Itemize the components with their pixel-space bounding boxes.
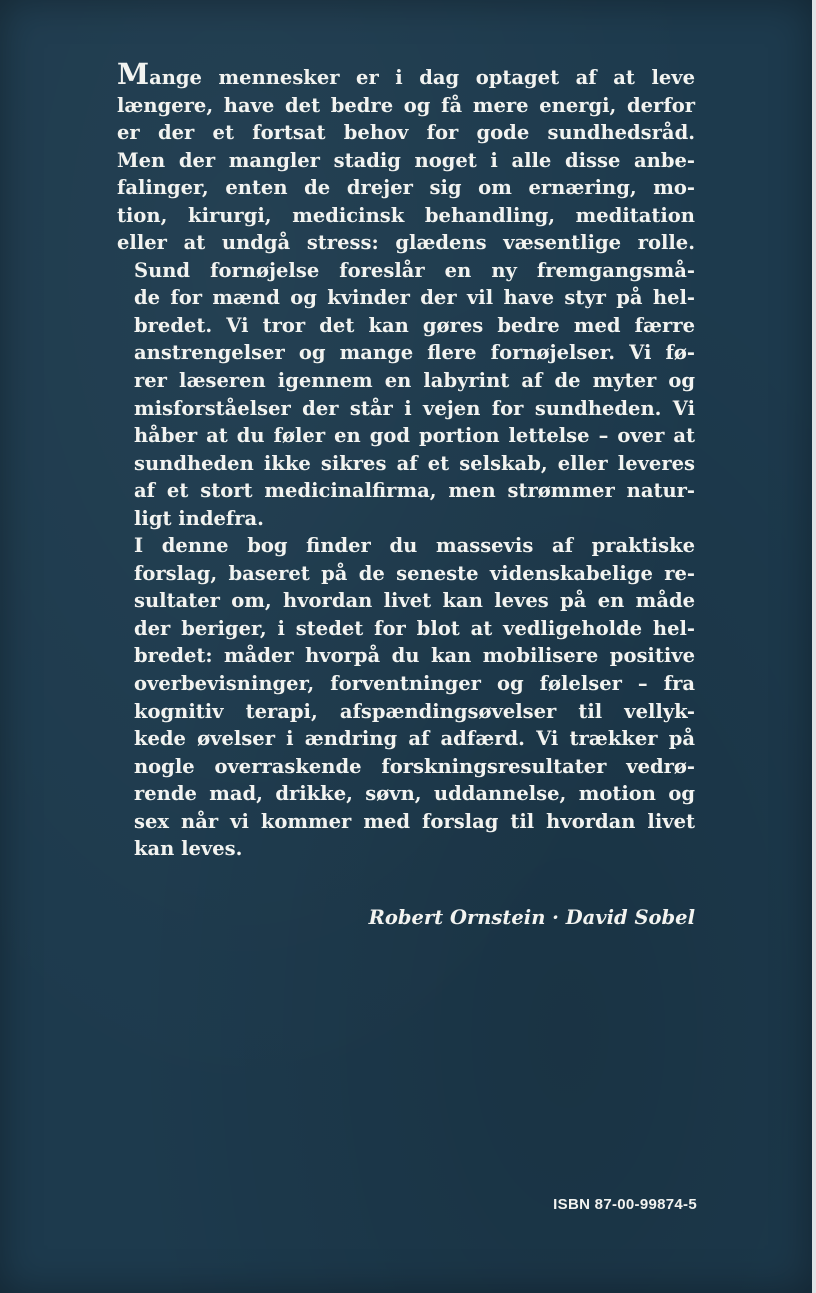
text-line: kan leves. — [134, 837, 243, 861]
author-names: Robert Ornstein · David Sobel — [368, 906, 695, 929]
text-line: kede øvelser i ændring af adfærd. Vi trækker på — [134, 727, 695, 751]
text-line: Men der mangler stadig noget i alle disse anbe- — [117, 148, 695, 172]
text-line: sultater om, hvordan livet kan leves på en måde — [134, 589, 695, 613]
text-line: misforståelser der står i vejen for sundheden. Vi — [134, 396, 695, 420]
text-line: falinger, enten de drejer sig om ernæring, mo- — [117, 176, 695, 200]
text-line: håber at du føler en god portion lettelse – over at — [134, 424, 695, 448]
blurb-paragraph-3 — [117, 532, 695, 863]
text-line: Sund fornøjelse foreslår en ny fremgangsmå- — [134, 258, 695, 282]
text-line: de for mænd og kvinder der vil have styr på hel- — [134, 286, 695, 310]
text-line — [117, 57, 695, 92]
text-line: rer læseren igennem en labyrint af de myter og — [134, 369, 695, 393]
text-line: overbevisninger, forventninger og følelser – fra — [134, 672, 695, 696]
text-line: er der et fortsat behov for gode sundhedsråd. — [117, 121, 695, 145]
text-line: af et stort medicinalfirma, men strømmer natur- — [134, 479, 695, 503]
blurb-text — [117, 57, 695, 863]
text-line: sex når vi kommer med forslag til hvordan livet — [134, 809, 695, 833]
text-line: forslag, baseret på de seneste videnskabelige re- — [134, 561, 695, 585]
text-line: længere, have det bedre og få mere energi, derfor — [117, 93, 695, 117]
text-line: tion, kirurgi, medicinsk behandling, meditation — [117, 203, 695, 227]
text-line: bredet. Vi tror det kan gøres bedre med færre — [134, 313, 695, 337]
text-line: rende mad, drikke, søvn, uddannelse, motion og — [134, 782, 695, 806]
drop-cap: M — [117, 57, 150, 91]
text-line: ligt indefra. — [134, 506, 264, 530]
text-line: sundheden ikke sikres af et selskab, eller leveres — [134, 451, 695, 475]
text-line-rest: ange mennesker er i dag optaget af at leve — [149, 66, 695, 89]
page-edge — [812, 0, 816, 1293]
text-line: bredet: måder hvorpå du kan mobilisere positive — [134, 644, 695, 668]
text-line: kognitiv terapi, afspændingsøvelser til vellyk- — [134, 699, 695, 723]
blurb-paragraph-1 — [117, 57, 695, 257]
text-line: nogle overraskende forskningsresultater vedrø- — [134, 754, 695, 778]
text-line: der beriger, i stedet for blot at vedligeholde hel- — [134, 616, 695, 640]
text-line: anstrengelser og mange flere fornøjelser. Vi fø- — [134, 341, 695, 365]
isbn-number: ISBN 87-00-99874-5 — [553, 1196, 697, 1213]
blurb-paragraph-2 — [117, 257, 695, 532]
text-line: I denne bog finder du massevis af praktiske — [134, 534, 695, 558]
text-line: eller at undgå stress: glædens væsentlige rolle. — [117, 231, 695, 255]
